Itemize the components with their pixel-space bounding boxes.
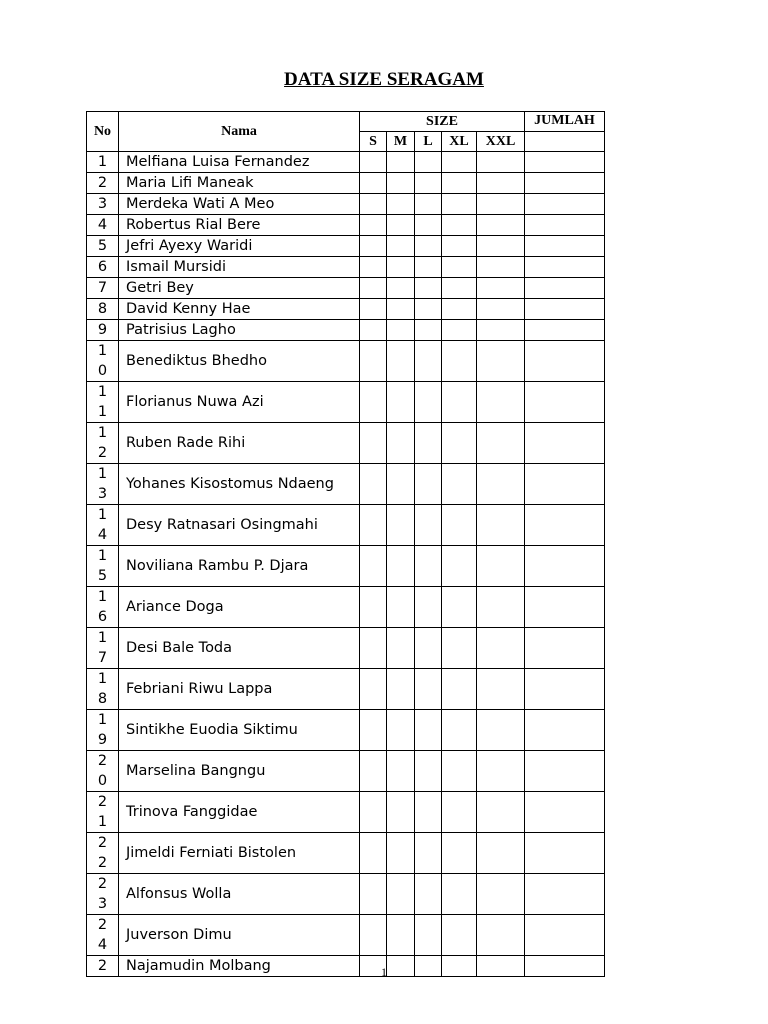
row-number: 17 (97, 630, 108, 666)
row-number-cell (87, 341, 119, 382)
header-nama: Nama (119, 112, 360, 152)
jumlah-cell (525, 792, 605, 833)
size-cell-xxl (477, 215, 525, 236)
size-cell-s (360, 710, 387, 751)
row-number: 24 (97, 917, 108, 953)
row-number-cell (87, 751, 119, 792)
row-number: 12 (97, 425, 108, 461)
row-name: Melfiana Luisa Fernandez (119, 152, 360, 173)
row-number: 9 (97, 322, 108, 338)
table-row (87, 257, 605, 278)
size-cell-l (415, 874, 442, 915)
table-row (87, 546, 605, 587)
size-cell-s (360, 587, 387, 628)
size-cell-m (387, 587, 415, 628)
row-number-cell (87, 278, 119, 299)
jumlah-cell (525, 669, 605, 710)
row-name: Ruben Rade Rihi (119, 423, 360, 464)
size-cell-m (387, 341, 415, 382)
row-number-cell (87, 173, 119, 194)
size-cell-xxl (477, 710, 525, 751)
row-name: Ismail Mursidi (119, 257, 360, 278)
row-number: 18 (97, 671, 108, 707)
row-number-cell (87, 423, 119, 464)
row-name: David Kenny Hae (119, 299, 360, 320)
row-number: 23 (97, 876, 108, 912)
row-number: 22 (97, 835, 108, 871)
row-number: 7 (97, 280, 108, 296)
header-size-xl: XL (442, 132, 477, 152)
size-cell-xl (442, 152, 477, 173)
size-cell-xl (442, 236, 477, 257)
size-cell-xl (442, 464, 477, 505)
jumlah-cell (525, 710, 605, 751)
size-cell-xl (442, 874, 477, 915)
size-cell-l (415, 915, 442, 956)
size-cell-l (415, 669, 442, 710)
size-cell-m (387, 915, 415, 956)
row-number-cell (87, 215, 119, 236)
jumlah-cell (525, 194, 605, 215)
jumlah-cell (525, 915, 605, 956)
size-cell-l (415, 423, 442, 464)
size-cell-xxl (477, 669, 525, 710)
jumlah-cell (525, 299, 605, 320)
jumlah-cell (525, 833, 605, 874)
size-cell-s (360, 505, 387, 546)
size-cell-s (360, 915, 387, 956)
row-number-cell (87, 546, 119, 587)
size-cell-xl (442, 382, 477, 423)
row-name: Najamudin Molbang (119, 956, 360, 977)
jumlah-cell (525, 546, 605, 587)
size-cell-xl (442, 915, 477, 956)
row-name: Alfonsus Wolla (119, 874, 360, 915)
row-name: Jimeldi Ferniati Bistolen (119, 833, 360, 874)
header-jumlah-empty (525, 132, 605, 152)
row-number: 2 (97, 175, 108, 191)
row-name: Yohanes Kisostomus Ndaeng (119, 464, 360, 505)
jumlah-cell (525, 382, 605, 423)
row-number-cell (87, 874, 119, 915)
row-number-cell (87, 505, 119, 546)
row-name: Patrisius Lagho (119, 320, 360, 341)
table-row (87, 173, 605, 194)
size-cell-xl (442, 751, 477, 792)
size-cell-xxl (477, 833, 525, 874)
size-cell-xxl (477, 341, 525, 382)
size-cell-s (360, 173, 387, 194)
size-cell-xl (442, 423, 477, 464)
header-size-m: M (387, 132, 415, 152)
table-row (87, 669, 605, 710)
row-number-cell (87, 194, 119, 215)
jumlah-cell (525, 257, 605, 278)
size-cell-l (415, 278, 442, 299)
size-cell-s (360, 382, 387, 423)
size-cell-xxl (477, 628, 525, 669)
size-cell-xl (442, 833, 477, 874)
row-number-cell (87, 669, 119, 710)
size-cell-s (360, 792, 387, 833)
size-cell-l (415, 152, 442, 173)
size-cell-xl (442, 792, 477, 833)
size-cell-xl (442, 669, 477, 710)
size-cell-s (360, 152, 387, 173)
size-cell-l (415, 751, 442, 792)
size-cell-m (387, 505, 415, 546)
size-cell-m (387, 152, 415, 173)
size-cell-m (387, 173, 415, 194)
size-cell-xxl (477, 505, 525, 546)
row-number-cell (87, 915, 119, 956)
size-cell-m (387, 464, 415, 505)
size-cell-l (415, 215, 442, 236)
size-cell-m (387, 278, 415, 299)
row-number: 2 (97, 958, 108, 974)
size-cell-s (360, 341, 387, 382)
row-name: Ariance Doga (119, 587, 360, 628)
table-row (87, 464, 605, 505)
size-cell-l (415, 546, 442, 587)
size-cell-xl (442, 710, 477, 751)
size-cell-s (360, 320, 387, 341)
table-row (87, 833, 605, 874)
size-cell-xl (442, 505, 477, 546)
table-row (87, 299, 605, 320)
size-cell-l (415, 173, 442, 194)
table-row (87, 505, 605, 546)
size-cell-xl (442, 587, 477, 628)
size-cell-m (387, 194, 415, 215)
row-number: 15 (97, 548, 108, 584)
jumlah-cell (525, 278, 605, 299)
size-cell-s (360, 751, 387, 792)
row-name: Marselina Bangngu (119, 751, 360, 792)
jumlah-cell (525, 628, 605, 669)
size-cell-xxl (477, 464, 525, 505)
header-size: SIZE (360, 112, 525, 132)
row-number-cell (87, 792, 119, 833)
size-cell-xxl (477, 874, 525, 915)
row-number-cell (87, 152, 119, 173)
row-name: Getri Bey (119, 278, 360, 299)
size-cell-s (360, 423, 387, 464)
size-cell-s (360, 628, 387, 669)
row-number-cell (87, 464, 119, 505)
size-cell-m (387, 833, 415, 874)
size-cell-m (387, 257, 415, 278)
size-cell-m (387, 215, 415, 236)
header-size-s: S (360, 132, 387, 152)
size-cell-l (415, 464, 442, 505)
row-name: Febriani Riwu Lappa (119, 669, 360, 710)
size-cell-xxl (477, 915, 525, 956)
size-cell-xxl (477, 792, 525, 833)
header-jumlah: JUMLAH (525, 112, 605, 132)
size-cell-l (415, 628, 442, 669)
size-cell-xxl (477, 546, 525, 587)
row-name: Maria Lifi Maneak (119, 173, 360, 194)
page-number: 1 (381, 965, 387, 979)
row-name: Jefri Ayexy Waridi (119, 236, 360, 257)
size-cell-m (387, 236, 415, 257)
table-row (87, 236, 605, 257)
row-number-cell (87, 628, 119, 669)
row-number: 21 (97, 794, 108, 830)
row-name: Merdeka Wati A Meo (119, 194, 360, 215)
size-cell-s (360, 299, 387, 320)
table-row (87, 278, 605, 299)
size-cell-xxl (477, 320, 525, 341)
table-row (87, 710, 605, 751)
size-cell-m (387, 382, 415, 423)
row-number-cell (87, 710, 119, 751)
size-cell-s (360, 257, 387, 278)
size-cell-m (387, 710, 415, 751)
size-cell-m (387, 546, 415, 587)
size-cell-s (360, 833, 387, 874)
size-cell-xxl (477, 173, 525, 194)
table-row (87, 215, 605, 236)
size-cell-m (387, 320, 415, 341)
row-name: Benediktus Bhedho (119, 341, 360, 382)
size-cell-s (360, 215, 387, 236)
size-cell-xxl (477, 236, 525, 257)
size-cell-s (360, 669, 387, 710)
row-number-cell (87, 587, 119, 628)
size-cell-l (415, 710, 442, 751)
size-cell-l (415, 382, 442, 423)
size-cell-m (387, 792, 415, 833)
jumlah-cell (525, 464, 605, 505)
size-cell-s (360, 464, 387, 505)
table-row (87, 341, 605, 382)
table-row (87, 423, 605, 464)
row-number-cell (87, 299, 119, 320)
size-cell-s (360, 278, 387, 299)
row-number-cell (87, 236, 119, 257)
size-cell-xxl (477, 587, 525, 628)
row-number-cell (87, 382, 119, 423)
size-cell-xxl (477, 194, 525, 215)
size-cell-xxl (477, 423, 525, 464)
size-cell-l (415, 299, 442, 320)
row-number: 1 (97, 154, 108, 170)
document-title: DATA SIZE SERAGAM (284, 69, 484, 90)
size-cell-l (415, 194, 442, 215)
jumlah-cell (525, 152, 605, 173)
row-name: Desi Bale Toda (119, 628, 360, 669)
row-number-cell (87, 833, 119, 874)
header-size-xxl: XXL (477, 132, 525, 152)
table-row (87, 792, 605, 833)
jumlah-cell (525, 587, 605, 628)
size-cell-xl (442, 257, 477, 278)
row-number: 10 (97, 343, 108, 379)
row-number: 13 (97, 466, 108, 502)
jumlah-cell (525, 341, 605, 382)
size-cell-xl (442, 341, 477, 382)
size-cell-xl (442, 299, 477, 320)
jumlah-cell (525, 173, 605, 194)
size-cell-s (360, 194, 387, 215)
row-number: 16 (97, 589, 108, 625)
size-cell-s (360, 546, 387, 587)
size-cell-l (415, 236, 442, 257)
size-cell-xxl (477, 299, 525, 320)
jumlah-cell (525, 236, 605, 257)
size-cell-l (415, 320, 442, 341)
row-number: 6 (97, 259, 108, 275)
size-cell-l (415, 792, 442, 833)
size-cell-xxl (477, 382, 525, 423)
size-cell-xxl (477, 278, 525, 299)
size-cell-l (415, 587, 442, 628)
jumlah-cell (525, 874, 605, 915)
row-number-cell (87, 257, 119, 278)
size-cell-xl (442, 215, 477, 236)
table-row (87, 194, 605, 215)
table-row (87, 874, 605, 915)
table-row (87, 751, 605, 792)
size-cell-l (415, 257, 442, 278)
size-cell-xl (442, 320, 477, 341)
row-name: Desy Ratnasari Osingmahi (119, 505, 360, 546)
row-name: Sintikhe Euodia Siktimu (119, 710, 360, 751)
uniform-size-table (86, 111, 605, 977)
row-number: 8 (97, 301, 108, 317)
row-number: 3 (97, 196, 108, 212)
header-size-l: L (415, 132, 442, 152)
size-cell-m (387, 874, 415, 915)
size-cell-m (387, 423, 415, 464)
jumlah-cell (525, 320, 605, 341)
table-row (87, 382, 605, 423)
row-number: 20 (97, 753, 108, 789)
row-number: 14 (97, 507, 108, 543)
size-cell-m (387, 751, 415, 792)
row-name: Florianus Nuwa Azi (119, 382, 360, 423)
size-cell-xl (442, 546, 477, 587)
table-row (87, 915, 605, 956)
jumlah-cell (525, 751, 605, 792)
table-row (87, 587, 605, 628)
size-cell-l (415, 505, 442, 546)
size-cell-xl (442, 194, 477, 215)
table-row (87, 320, 605, 341)
table-body (87, 152, 605, 977)
jumlah-cell (525, 423, 605, 464)
table-row (87, 152, 605, 173)
header-no: No (87, 112, 119, 152)
size-cell-l (415, 833, 442, 874)
table-row (87, 628, 605, 669)
size-cell-s (360, 874, 387, 915)
size-cell-xl (442, 628, 477, 669)
jumlah-cell (525, 215, 605, 236)
size-cell-xxl (477, 257, 525, 278)
row-name: Trinova Fanggidae (119, 792, 360, 833)
size-cell-l (415, 341, 442, 382)
size-cell-m (387, 299, 415, 320)
row-name: Robertus Rial Bere (119, 215, 360, 236)
row-number: 5 (97, 238, 108, 254)
row-number-cell (87, 320, 119, 341)
jumlah-cell (525, 505, 605, 546)
size-cell-m (387, 628, 415, 669)
size-cell-xl (442, 173, 477, 194)
row-number: 11 (97, 384, 108, 420)
row-number: 4 (97, 217, 108, 233)
size-cell-xxl (477, 152, 525, 173)
row-name: Juverson Dimu (119, 915, 360, 956)
size-cell-xxl (477, 751, 525, 792)
size-cell-s (360, 236, 387, 257)
size-cell-m (387, 669, 415, 710)
row-name: Noviliana Rambu P. Djara (119, 546, 360, 587)
row-number: 19 (97, 712, 108, 748)
size-cell-xl (442, 278, 477, 299)
